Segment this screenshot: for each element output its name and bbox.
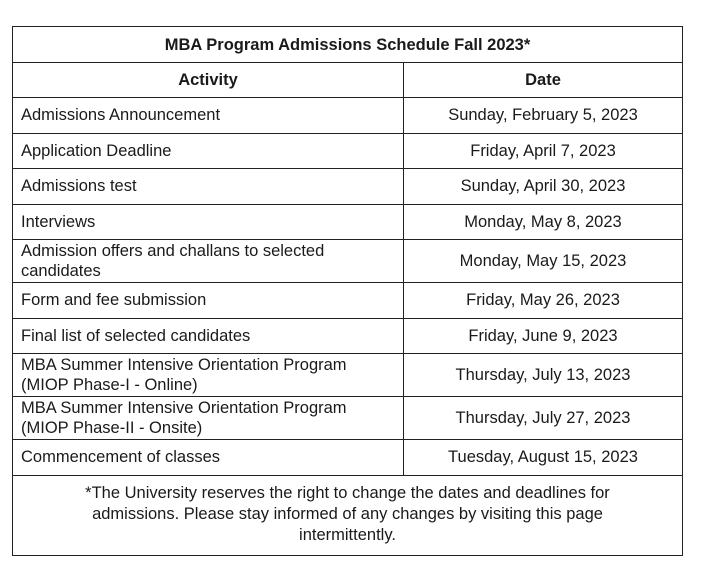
table-row (13, 240, 683, 283)
activity-cell: Admissions Announcement (13, 98, 404, 134)
table-header-row (13, 63, 683, 98)
table-title: MBA Program Admissions Schedule Fall 2023* (13, 27, 683, 63)
activity-cell: Admission offers and challans to selected candidates (13, 240, 404, 283)
table-row (13, 98, 683, 134)
date-cell: Friday, April 7, 2023 (404, 133, 683, 169)
date-cell: Sunday, February 5, 2023 (404, 98, 683, 134)
activity-cell: Form and fee submission (13, 283, 404, 319)
date-cell: Tuesday, August 15, 2023 (404, 440, 683, 476)
table-row (13, 397, 683, 440)
date-cell: Friday, May 26, 2023 (404, 283, 683, 319)
column-header-activity: Activity (13, 63, 404, 98)
footnote: *The University reserves the right to change the dates and deadlines for admissions. Please stay informed of any changes by visiting this page intermittently. (13, 475, 683, 555)
date-cell: Monday, May 8, 2023 (404, 204, 683, 240)
table-row (13, 204, 683, 240)
date-cell: Thursday, July 27, 2023 (404, 397, 683, 440)
activity-cell: Application Deadline (13, 133, 404, 169)
activity-cell: Commencement of classes (13, 440, 404, 476)
table-row (13, 318, 683, 354)
table-row (13, 169, 683, 205)
footnote-row (13, 475, 683, 555)
table-row (13, 283, 683, 319)
date-cell: Sunday, April 30, 2023 (404, 169, 683, 205)
table-title-row (13, 27, 683, 63)
date-cell: Thursday, July 13, 2023 (404, 354, 683, 397)
activity-cell: MBA Summer Intensive Orientation Program (MIOP Phase-II - Onsite) (13, 397, 404, 440)
column-header-date: Date (404, 63, 683, 98)
table-row (13, 440, 683, 476)
activity-cell: Final list of selected candidates (13, 318, 404, 354)
activity-cell: Admissions test (13, 169, 404, 205)
date-cell: Monday, May 15, 2023 (404, 240, 683, 283)
table-row (13, 354, 683, 397)
date-cell: Friday, June 9, 2023 (404, 318, 683, 354)
activity-cell: Interviews (13, 204, 404, 240)
activity-cell: MBA Summer Intensive Orientation Program (MIOP Phase-I - Online) (13, 354, 404, 397)
admissions-schedule-table (12, 26, 683, 556)
table-row (13, 133, 683, 169)
